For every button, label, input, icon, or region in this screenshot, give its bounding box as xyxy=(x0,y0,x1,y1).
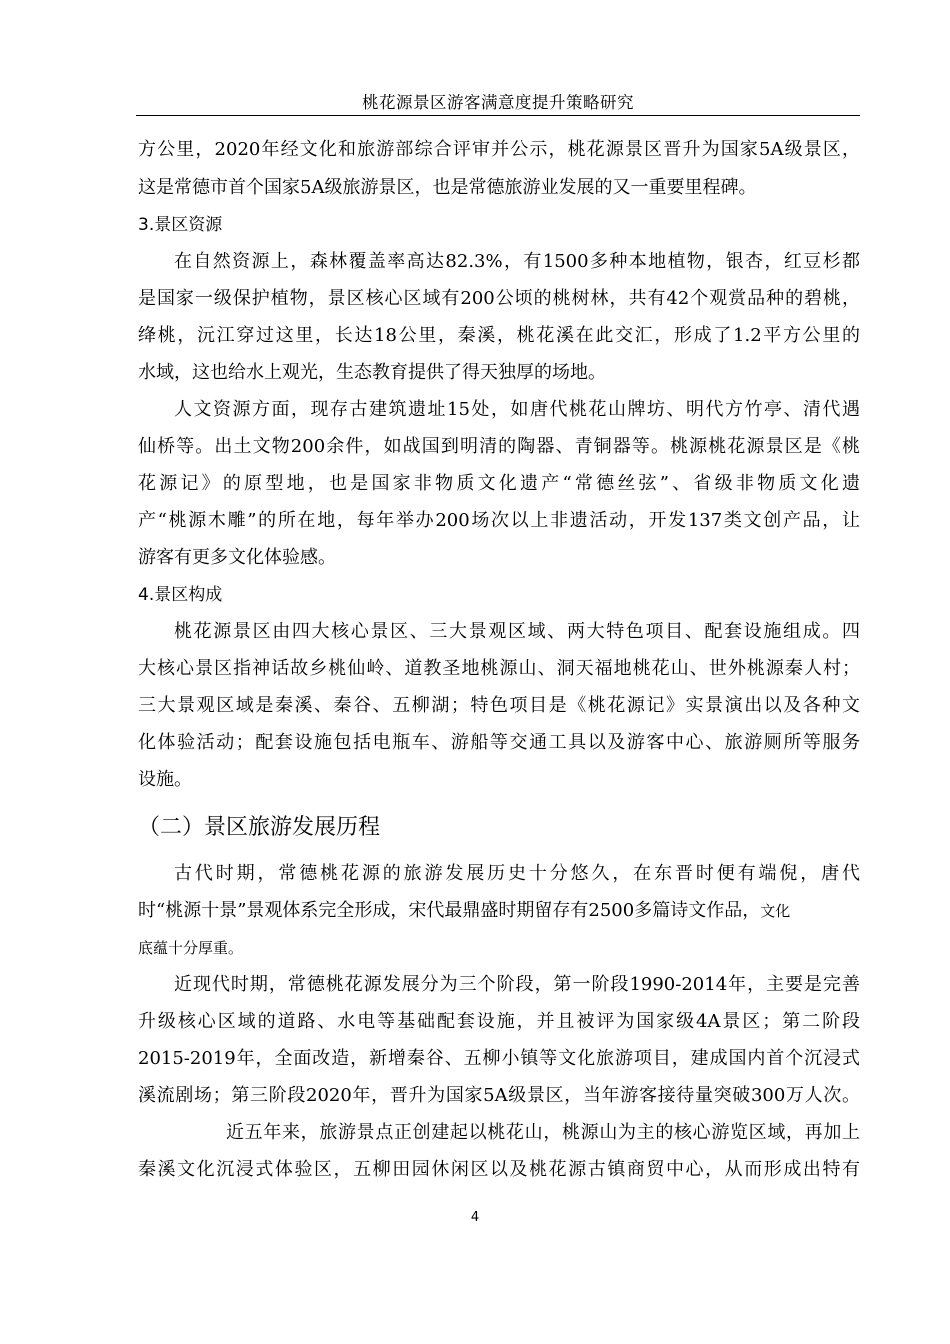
body-line: 底蕴十分厚重。 xyxy=(138,939,244,957)
body-line xyxy=(138,899,860,923)
body-line: 溪流剧场；第三阶段2020年，晋升为国家5A级景区，当年游客接待量突破300万人次。 xyxy=(138,1085,860,1106)
body-line: 大核心景区指神话故乡桃仙岭、道教圣地桃源山、洞天福地桃花山、世外桃源秦人村； xyxy=(138,658,860,679)
body-text-small: 文化 xyxy=(760,902,791,920)
running-header: 桃花源景区游客满意度提升策略研究 xyxy=(362,93,634,112)
body-line: 方公里，2020年经文化和旅游部综合评审并公示，桃花源景区晋升为国家5A级景区， xyxy=(138,139,860,160)
header-rule xyxy=(136,115,860,116)
body-line: 花源记》的原型地，也是国家非物质文化遗产“常德丝弦”、省级非物质文化遗 xyxy=(138,473,860,494)
section-heading-composition: 4.景区构成 xyxy=(138,585,223,605)
body-line: 秦溪文化沉浸式体验区，五柳田园休闲区以及桃花源古镇商贸中心，从而形成出特有 xyxy=(138,1159,860,1180)
body-line: 产“桃源木雕”的所在地，每年举办200场次以上非遗活动，开发137类文创产品，让 xyxy=(138,510,860,531)
body-line: 桃花源景区由四大核心景区、三大景观区域、两大特色项目、配套设施组成。四 xyxy=(174,621,860,642)
body-line: 近五年来，旅游景点正创建起以桃花山，桃源山为主的核心游览区域，再加上 xyxy=(226,1122,860,1143)
body-line: 水域，这也给水上观光，生态教育提供了得天独厚的场地。 xyxy=(138,362,606,383)
body-line: 近现代时期，常德桃花源发展分为三个阶段，第一阶段1990-2014年，主要是完善 xyxy=(174,974,860,995)
body-line: 人文资源方面，现存古建筑遗址15处，如唐代桃花山牌坊、明代方竹亭、清代遇 xyxy=(174,399,860,420)
body-line: 化体验活动；配套设施包括电瓶车、游船等交通工具以及游客中心、旅游厕所等服务 xyxy=(138,732,860,753)
section-heading-history: （二）景区旅游发展历程 xyxy=(138,815,381,840)
body-line: 游客有更多文化体验感。 xyxy=(138,547,336,568)
body-line: 在自然资源上，森林覆盖率高达82.3%，有1500多种本地植物，银杏，红豆杉都 xyxy=(174,251,860,272)
body-line: 绛桃，沅江穿过这里，长达18公里，秦溪，桃花溪在此交汇，形成了1.2平方公里的 xyxy=(138,325,860,346)
body-line: 是国家一级保护植物，景区核心区域有200公顷的桃树林，共有42个观赏品种的碧桃， xyxy=(138,288,860,309)
page-number: 4 xyxy=(470,1210,480,1225)
body-line: 三大景观区域是秦溪、秦谷、五柳湖；特色项目是《桃花源记》实景演出以及各种文 xyxy=(138,695,860,716)
body-line: 仙桥等。出土文物200余件，如战国到明清的陶器、青铜器等。桃源桃花源景区是《桃 xyxy=(138,436,860,457)
body-line: 2015-2019年，全面改造，新增秦谷、五柳小镇等文化旅游项目，建成国内首个沉浸式 xyxy=(138,1048,860,1069)
body-text: 时“桃源十景”景观体系完全形成，宋代最鼎盛时期留存有2500多篇诗文作品， xyxy=(138,900,761,921)
body-line: 这是常德市首个国家5A级旅游景区，也是常德旅游业发展的又一重要里程碑。 xyxy=(138,177,757,198)
section-heading-resources: 3.景区资源 xyxy=(138,215,223,235)
body-line: 古代时期，常德桃花源的旅游发展历史十分悠久，在东晋时便有端倪，唐代 xyxy=(174,863,860,884)
body-line: 设施。 xyxy=(138,769,192,790)
body-line: 升级核心区域的道路、水电等基础配套设施，并且被评为国家级4A景区；第二阶段 xyxy=(138,1011,860,1032)
